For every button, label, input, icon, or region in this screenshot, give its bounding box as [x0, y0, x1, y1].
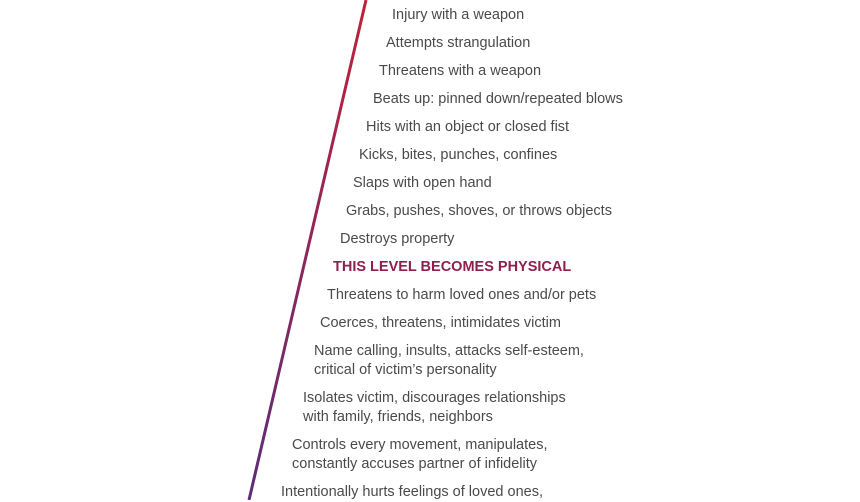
behavior-text: Kicks, bites, punches, confines	[359, 147, 558, 163]
behavior-item	[392, 6, 524, 25]
behavior-item	[281, 483, 543, 502]
behavior-item	[359, 146, 557, 165]
behavior-item	[292, 436, 547, 474]
behavior-text: Isolates victim, discourages relationships	[303, 390, 566, 406]
behavior-text: Hits with an object or closed fist	[366, 119, 570, 135]
behavior-text: Coerces, threatens, intimidates victim	[320, 315, 561, 331]
behavior-item	[346, 202, 612, 221]
behavior-item	[320, 314, 561, 333]
behavior-text: Threatens with a weapon	[379, 63, 542, 79]
behavior-text: THIS LEVEL BECOMES PHYSICAL	[333, 259, 572, 275]
behavior-item	[314, 342, 584, 380]
behavior-item	[373, 90, 623, 109]
behavior-item	[327, 286, 596, 305]
behavior-item	[353, 174, 492, 193]
physical-threshold-heading	[333, 258, 571, 277]
behavior-text: Intentionally hurts feelings of loved ones,	[281, 484, 543, 500]
behavior-text: with family, friends, neighbors	[303, 409, 493, 425]
behavior-item	[366, 118, 569, 137]
behavior-text: constantly accuses partner of infidelity	[292, 456, 538, 472]
behavior-text: Grabs, pushes, shoves, or throws objects	[346, 203, 612, 219]
behavior-item	[386, 34, 530, 53]
behavior-item	[379, 62, 541, 81]
behavior-text: Controls every movement, manipulates,	[292, 437, 548, 453]
behavior-text: Attempts strangulation	[386, 35, 531, 51]
behavior-item	[303, 389, 566, 427]
behavior-text: Name calling, insults, attacks self-esteem,	[314, 343, 584, 359]
behavior-text: Threatens to harm loved ones and/or pets	[327, 287, 597, 303]
behavior-text: Injury with a weapon	[392, 7, 525, 23]
behavior-item	[340, 230, 454, 249]
behavior-text: critical of victim’s personality	[314, 362, 497, 378]
behavior-text: Slaps with open hand	[353, 175, 492, 191]
behavior-text: Destroys property	[340, 231, 455, 247]
behavior-text: Beats up: pinned down/repeated blows	[373, 91, 623, 107]
